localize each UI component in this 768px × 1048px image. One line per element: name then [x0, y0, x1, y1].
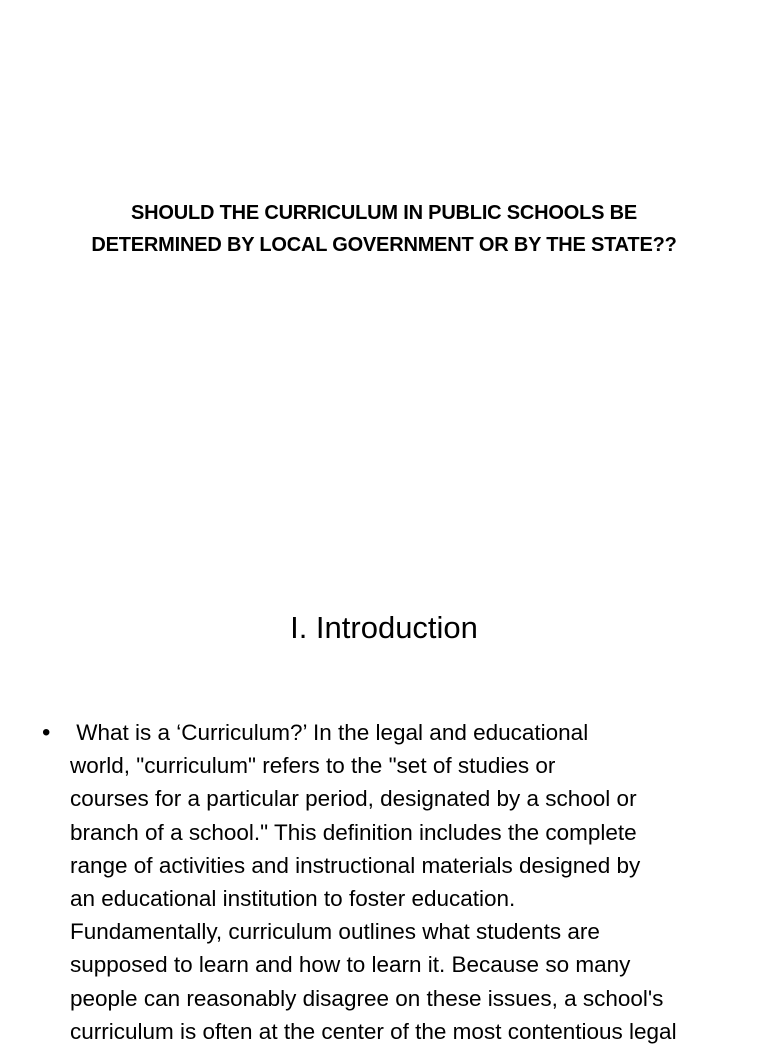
- slide-title-line: SHOULD THE CURRICULUM IN PUBLIC SCHOOLS BE: [130, 202, 638, 224]
- paragraph-line: courses for a particular period, designated by a school or: [70, 786, 637, 812]
- paragraph-line: people can reasonably disagree on these issues, a school's: [70, 985, 664, 1011]
- slide-title: [40, 197, 728, 261]
- bullet-paragraph: [70, 716, 750, 1048]
- paragraph-line: What is a ‘Curriculum?’ In the legal and educational: [70, 720, 589, 745]
- paragraph-line: curriculum is often at the center of the most contentious legal: [70, 1018, 677, 1044]
- bullet-marker: •: [42, 719, 51, 746]
- paragraph-line: supposed to learn and how to learn it. Because so many: [70, 952, 631, 978]
- paragraph-line: Fundamentally, curriculum outlines what students are: [70, 919, 600, 945]
- paragraph-line: world, "curriculum" refers to the "set of studies or: [70, 753, 556, 779]
- paragraph-line: an educational institution to foster education.: [70, 886, 516, 912]
- paragraph-line: range of activities and instructional materials designed by: [70, 852, 641, 878]
- paragraph-line: branch of a school." This definition includes the complete: [70, 819, 637, 845]
- slide-title-line: DETERMINED BY LOCAL GOVERNMENT OR BY THE STATE??: [91, 234, 677, 256]
- section-heading: I. Introduction: [290, 610, 478, 645]
